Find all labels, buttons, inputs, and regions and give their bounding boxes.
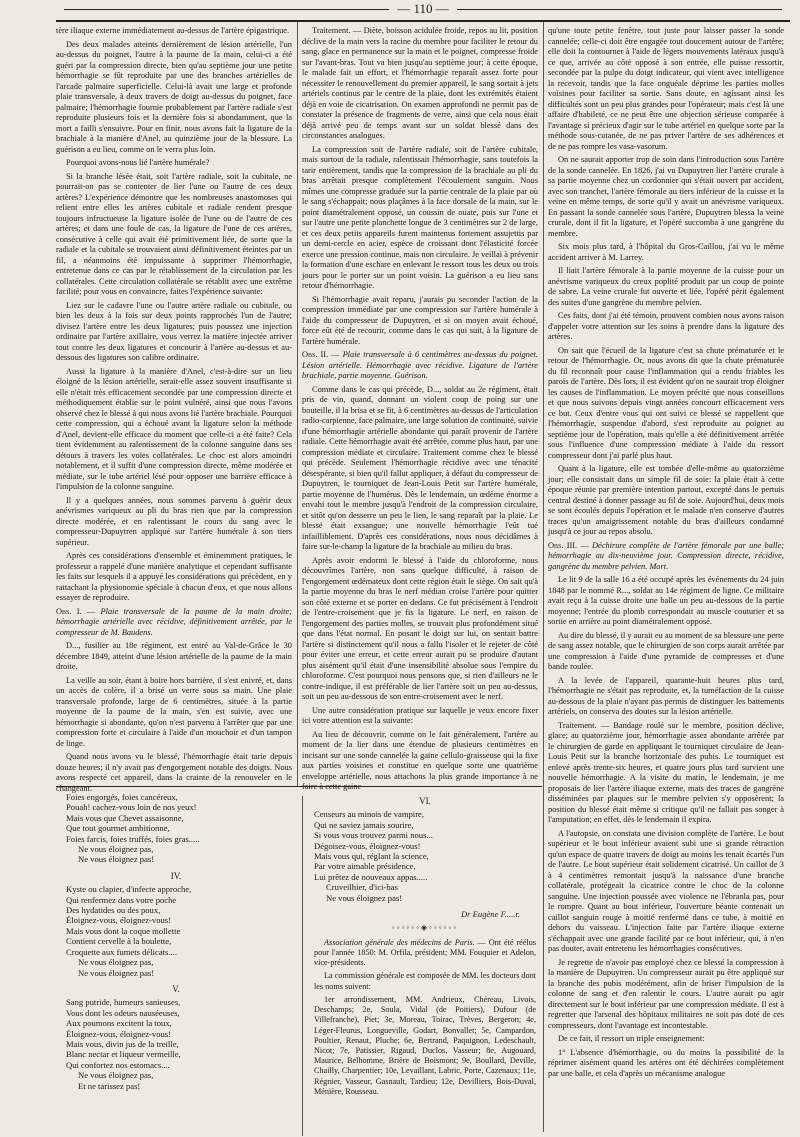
observation-label: Obs. I. — (56, 606, 96, 616)
poem-line: Foies engorgés, foies cancéreux, (66, 792, 178, 802)
poem-line: Qui renfermez dans votre poche (66, 894, 177, 905)
paragraph: Une autre considération pratique sur laquelle je veux encore fixer ici votre attention est la suivante: (302, 705, 538, 725)
paragraph: Après ces considérations d'ensemble et éminemment pratiques, le professeur a rappelé d'une manière analytique et cependant suffisante les faits sur lesquels il a appuyé les considérations qui précèdent, en y rattachant la physionomie spéciale à chacun d'eux, et que nous allons essayer de reproduire. (56, 551, 292, 602)
poem-line: Pouah! cachez-vous loin de nos yeux! (66, 802, 197, 813)
poem-line: Que tout gourmet ambitionne, (66, 823, 170, 834)
page-number: — 110 — (397, 1, 449, 16)
poem-line: Dégoisez-vous, éloignez-vous! (314, 840, 421, 851)
header-rule-left (64, 9, 389, 10)
poem-line: Mais vous, divin jus de la treille, (66, 1038, 179, 1049)
poem-line: Kyste ou clapier, d'infecte approche, (66, 884, 192, 895)
page-header (56, 0, 790, 18)
poem-line: Blanc nectar et liqueur vermeille, (66, 1049, 181, 1060)
paragraph: 1° L'absence d'hémorrhagie, ou du moins la possibilité de la réprimer aisément quand les artères ont été déchirées complètement par une balle, et cela d'après un mécanisme analogue (548, 1047, 784, 1078)
stanza-vi (314, 809, 536, 903)
poem-line: Si vous vous trouvez parmi nous... (314, 830, 433, 841)
paragraph: Pourquoi avons-nous lié l'artère humérale? (66, 158, 210, 167)
poem-line: Qui confortez nos estomacs.... (66, 1059, 170, 1070)
paragraph: Au dire du blessé, il y aurait eu au moment de sa blessure une perte de sang assez notable, que le chirurgien de son corps aurait arrêtée par une compression à l'aide d'une pyramide de compresses et d'une bande roulée. (548, 630, 784, 671)
paragraph: La compression soit de l'artère radiale, soit de l'artère cubitale, mais surtout de la radiale, ralentissait l'hémorrhagie, sans toutefois la tarir entièrement, tandis que la compression de la brachiale au pli du bras arrêtait presque complètement l'écoulement sanguin. Nous mîmes une compresse graduée sur la partie centrale de la plaie par où le sang s'échappait; nous plaçâmes à la face dorsale de la main, sur le point diamétralement opposé, un coussin de ouate, puis sur l'une et sur l'autre une petite planchette longue de 3 centimètres sur 2 de large, et ces deux petits appareils furent maintenus fortement assujettis par un demi-cercle en acier, espèce de croissant dont l'élasticité forcée exerce une pression continue, mais non circulaire. Je veillai à prévenir la formation d'une eschare en enlevant le ressort tous les deux ou trois jours pour le porter sur un point voisin. La guérison a eu lieu sans retour d'hémorrhagie. (302, 144, 538, 290)
paragraph: De ce fait, il ressort un triple enseignement: (558, 1034, 705, 1043)
poem-line: Ne vous éloignez pas, (78, 1070, 154, 1081)
poem-line: Mais vous dont la coque mollette (66, 925, 181, 936)
poem-line: Cruveilhier, d'ici-bas (326, 882, 398, 893)
poem-line: Éloignez-vous, éloignez-vous! (66, 1028, 172, 1039)
poem-line: Par votre aimable présidence, (314, 861, 416, 872)
paragraph: Si la branche lésée était, soit l'artère radiale, soit la cubitale, ne pourrait-on pas se contenter de lier l'une ou l'autre de ces deux artères? L'expérience démontre que les nombreuses anastomoses qui relient entre elles les artères cubitale et radiale rendent presque toujours infructueuse la ligature isolée de l'une ou de l'autre de ces artères; et dans une foule de cas, la ligature de l'une de ces artères, consécutive à celle qui avait été primitivement liée, de sorte que la radiale et la cubitale se trouvaient ainsi définitivement éteintes par un fil, a néanmoins été impuissante à supprimer l'hémorrhagie, entretenue dans ce cas par le rétablissement de la circulation par les collatérales. Cette circulation collatérale se rétablit avec une extrême facilité; pour vous en convaincre, faites l'expérience suivante: (56, 171, 292, 296)
observation-heading (56, 607, 292, 639)
poem-line: Qui ne saviez jamais sourire, (314, 819, 414, 830)
column-3 (548, 26, 784, 1131)
stanza-numeral: VI. (419, 796, 431, 806)
poem-line: Ne vous éloignez pas! (78, 854, 155, 865)
paragraph: Six mois plus tard, à l'hôpital du Gros-Caillou, j'ai vu le même accident arriver à M. Larrey. (548, 242, 784, 262)
paragraph: On ne saurait apporter trop de soin dans l'introduction sous l'artère de la sonde cannelée. En 1826, j'ai vu Dupuytren lier l'artère crurale à sa partie moyenne chez un cordonnier qui s'était ouvert par accident, avec son tranchet, l'artère fémorale au tiers inférieur de la cuisse et la veine en même temps, de sorte qu'il y avait un anévrisme variqueux. En passant la sonde cannelée sous l'artère, Dupuytren blessa la veine crurale, dont il fit la ligature, et l'opéré succomba à une gangrène du membre. (548, 155, 784, 238)
paragraph: Le lit 9 de la salle 16 a été occupé après les événements du 24 juin 1848 par le nommé R..., soldat au 14e régiment de ligne. Ce militaire avait reçu à la cuisse droite une balle un peu au-dessous de la partie moyenne; l'entrée du plomb correspondait au muscle couturier et sa sortie en arrière au point diamétralement opposé. (548, 575, 784, 626)
paragraph: qu'une toute petite fenêtre, tout juste pour laisser passer la sonde cannelée; celle-ci doit être engagée tout doucement autour de l'artère; elle doit la contourner à l'aide de légers mouvements latéraux jusqu'à ce que, arrivée au côté opposé à son entrée, elle puisse ressortir, secondée par la pulpe du doigt indicateur, qui vient avec intelligence la recevoir, tandis que la face onguéale déprime les parties molles voisines pour faciliter sa sortie. Sans doute, en agissant ainsi les difficultés sont un peu plus grandes pour l'opérateur; mais c'est là une affaire d'habileté, ce ne peut être une objection sérieuse comparée à l'avantage si précieux d'agir sur le tube artériel en quelque sorte par la méthode sous-cutanée, de ne pas priver l'artère de ses adhérences et de ne pas rompre les vasa-vasorum. (548, 26, 784, 151)
column-divider-2 (543, 22, 544, 1132)
poem-signature: Dr Eugène F.....r. (460, 909, 520, 920)
observation-label: Obs. II. — (302, 350, 340, 359)
paragraph: Je regrette de n'avoir pas employé chez ce blessé la compression à la manière de Dupuytren. Un compresseur aurait pu être appliqué sur la branche des pubis modérément, afin de briser l'impulsion de la colonne de sang et d'en ralentir le cours. L'autre aurait pu agir directement sur le bout inférieur par une compression médiate. Il est à regretter que l'arsenal des hôpitaux militaires ne soit pas doté de ces compresseurs, dont l'avantage est incontestable. (548, 957, 784, 1030)
observation-title: Déchirure complète de l'artère fémorale par une balle; hémorrhagie au dix-neuvième jour. Compression directe, récidive, gangrène du membre pelvien. Mort. (548, 540, 784, 571)
stanza-iii (66, 792, 286, 865)
paragraph: 1er arrondissement, MM. Andrieux, Chéreau, Livois, Deschamps; 2e, Soula, Vidal (de Poitiers), Dufour (de Villefranche), Piet; 3e, Moreau, Toirac, Trèves, Bergeron; 4e, Léger-Fleurus, Longueville, Godart, Bonvallet; 5e, Campardon, Poultier, Renaut, Pluche; 6e, Bertrand, Paquignon, Ledeschault, Nicot; 7e, Patissier, Rigaud, Duclos, Vasseur; 8e, Augouard, Maurice, Belhomme, Brière de Boismont; 9e, Boullard, Deville, Chailly, Charpentier; 10e, Levaillant, Labric, Porte, Cazenaux; 11e, Régnier, Vasseur, Gasnault, Tardieu; 12e, Devilliers, Bois-Duval, Ménière, Rousseau. (314, 994, 536, 1096)
paragraph: Aussi la ligature à la manière d'Anel, c'est-à-dire sur un lieu éloigné de la lésion artérielle, serait-elle assez souvent insuffisante si elle n'était très efficacement secondée par une compression directe et méthodiquement établie sur le point vulnéré, ainsi que nous l'avons observé chez le blessé à qui nous avons lié l'artère brachiale. Pourquoi cette compression, qui a échoué avant la ligature selon la méthode d'Anel, devient-elle efficace du moment que celle-ci a été faite? Cela tient évidemment au ralentissement de la colonne sanguine dans ses détours à travers les voies collatérales. Le choc est alors amoindri notablement, et il suffit d'une compression directe, même modérée et médiate, sur le tube artériel lésé pour opposer une barrière efficace à l'impulsion de la colonne sanguine. (56, 366, 292, 491)
feuilleton (56, 792, 536, 1137)
paragraph: Traitement. — Diète, boisson acidulée froide, repos au lit, position déclive de la main vers la racine du membre pour faciliter le retour du sang, glace en permanence sur la main et le poignet, compresse froide sur l'avant-bras. Tout va bien jusqu'au septième jour; à cette époque, le malade fait un effort, et l'hémorrhagie reparaît assez forte pour nécessiter le renouvellement du premier appareil, le sang sortait à jets artériels continus par le centre de la plaie, dont les extrémités étaient déjà en voie de cicatrisation. On examen approfondi ne permit pas de constater la présence de fragments de verre, ainsi que cela nous était déjà arrivé peu de temps avant sur un soldat blessé dans des circonstances analogues. (302, 26, 538, 140)
association-title: Association générale des médecins de Paris. (324, 937, 475, 947)
observation-label: Obs. III. — (548, 540, 589, 550)
poem-line: Croquette aux fumets délicats.... (66, 946, 177, 957)
observation-heading (302, 350, 538, 382)
poem-line: Mais vous que Chevet assaisonne, (66, 812, 184, 823)
newspaper-page (56, 0, 790, 1137)
paragraph: Il liait l'artère fémorale à la partie moyenne de la cuisse pour un anévrisme variqueux du creux poplité produit par un coup de pointe de sabre. La veine crurale fut ouverte et liée, l'opéré périt également des suites d'une gangrène du membre pelvien. (548, 266, 784, 307)
header-rule-right (457, 9, 782, 10)
poem-right (314, 792, 536, 1100)
poem-line: Mais vous qui, réglant la science, (314, 851, 429, 862)
poem-line: Contient cervelle à la boulette, (66, 936, 172, 947)
poem-line: Ne vous éloignez pas, (78, 957, 154, 968)
paragraph: Liez sur le cadavre l'une ou l'autre artère radiale ou cubitale, ou bien les deux à la fois sur deux points rapprochés l'un de l'autre; divisez l'artère entre les deux ligatures; puis poussez une injection ordinaire par l'artère axillaire, vous verrez la matière injectée arriver tout contre les deux ligatures et concourir à l'artère au-dessus et au-dessous des ligatures son calibre ordinaire. (56, 300, 292, 362)
association-intro (314, 938, 536, 969)
poem-line: Foies farcis, foies truffés, foies gras..... (66, 833, 200, 844)
paragraph: La veille au soir, étant à boire hors barrière, il s'est enivré, et, dans un accès de colère, il a brisé un verre sous sa main. Une plaie transversale profonde, large de 6 centimètres, située à la partie moyenne de la paume de la main, s'en est suivie, avec une hémorrhagie si abondante, qu'on n'est parvenu à l'arrêter que par une compression forte et circulaire à l'aide d'un mouchoir et d'un tampon de linge. (56, 675, 292, 748)
paragraph: Si l'hémorrhagie avait reparu, j'aurais pu seconder l'action de la compression immédiate par une compression sur l'artère humérale à l'aide du compresseur de Dupuytren, et si on moyen avait échoué, force eût été de recourir, comme dans le cas qui suit, à la ligature de l'artère humérale. (302, 294, 538, 346)
column-2 (302, 26, 538, 791)
paragraph: Après avoir endormi le blessé à l'aide du chloroforme, nous découvrîmes l'artère, non sans quelque difficulté, à raison de l'engorgement œdémateux dont cette région était le siège. On sait qu'à la partie moyenne du bras le nerf médian croise l'artère pour quitter son côté externe et se porter en dedans. Ce fut précisément à l'endroit de l'entre-croisement que je fis la ligature. Le nerf, en raison de l'engorgement des parties molles, se trouvait plus profondément situé que dans l'état normal. En posant le doigt sur lui, on sentait battre l'artère si distinctement qu'il nous a fallu l'isoler et le rejeter de côté pour éviter une erreur, et cette erreur aurait pu se produire d'autant plus aisément qu'il était d'une insensibilité absolue sous l'empire du chloroforme. C'est pourquoi nous pensons que, si rien d'ailleurs ne le contre-indique, il est préférable de lier l'artère soit un peu au-dessus, soit un peu au-dessous de son entre-croisement avec le nerf. (302, 555, 538, 701)
observation-title: Plaie transversale à 6 centimètres au-dessus du poignet. Lésion artérielle. Hémorrhagie avec récidive. Ligature de l'artère brachiale, partie moyenne. Guérison. (302, 350, 538, 380)
ornament-divider: ◦◦◦◦◦◦◈◦◦◦◦◦◦ (391, 923, 459, 933)
paragraph: D..., fusilier au 18e régiment, est entré au Val-de-Grâce le 30 décembre 1849, atteint d'une lésion artérielle de la paume de la main droite. (56, 641, 292, 671)
column-divider-1 (297, 22, 298, 787)
poem-line: Aux poumons excitent la toux, (66, 1018, 172, 1029)
header-divider (56, 20, 790, 22)
feuilleton-divider (56, 786, 542, 787)
poem-line: Lui prêtez de nouveaux appas..... (314, 871, 428, 882)
feuilleton-column-divider (302, 796, 303, 1136)
paragraph: A l'autopsie, on constata une division complète de l'artère. Le bout supérieur et le bout inférieur avaient subi une si grande rétraction qu'un espace de quatre travers de doigt au moins les tenait écartés l'un de l'autre. Le bout supérieur était solidement cicatrisé. Un caillot de 3 à 4 centimètres remontait jusqu'à la naissance d'une branche collatérale, protégeait la cicatrice contre le choc de la colonne sanguine. Une injection poussée avec violence ne l'ébranla pas, pour le rompre. Quant au bout inférieur, l'ouverture béante contenait un caillot sanguin rouge à moitié renfermé dans ce tube, à moitié en dehors du vaisseau. L'injection faite par l'artère iliaque externe s'échappait avec une grande facilité par ce bout inférieur, qui, à n'en pas douter, avait entretenu les hémorrhagies consécutives. (548, 828, 784, 953)
poem-line: Des hydatides ou des poux, (66, 905, 161, 916)
stanza-v (66, 997, 286, 1091)
paragraph: Quant à la ligature, elle est tombée d'elle-même au quatorzième jour; elle consistait dans un simple fil de soie: la plaie était à cette époque réunie par première intention partout, excepté dans le pertuis central destiné à donner passage au fil de soie. Aujourd'hui, deux mois se sont écoulés depuis l'opération et le malade n'en conserve d'autres traces qu'un amaigrissement notable du bras d'ailleurs condamné jusqu'à ce jour au repos absolu. (548, 464, 784, 536)
paragraph: Au lieu de découvrir, comme on le fait généralement, l'artère au moment de la lier dans une étendue de plusieurs centimètres en incisant sur une sonde cannelée la gaine cellulo-graisseuse qui la fixe aux parties voisines et constitue en quelque sorte une quatrième enveloppe artérielle, nous attachons la plus grande importance à ne faire à cette gaine (302, 729, 538, 791)
poem-line: Éloignez-vous, éloignez-vous! (66, 915, 172, 926)
poem-line: Vous dont les odeurs nauséeuses, (66, 1007, 180, 1018)
stanza-numeral: IV. (170, 870, 182, 881)
observation-title: Plaie transversale de la paume de la main droite; hémorrhagie artérielle avec récidive, définitivement arrêtée, par le compresseur de M. Baudens. (56, 606, 293, 637)
paragraph: Quand nous avons vu le blessé, l'hémorrhagie était tarie depuis douze heures; il n'y avait pas d'engorgement notable des doigts. Nous avons respecté cet appareil, dans la crainte de la renouveler en le changeant. (56, 752, 292, 793)
poem-line: Ne vous éloignez pas! (78, 967, 155, 978)
paragraph: Des deux malades atteints dernièrement de lésion artérielle, l'un au-dessus du poignet, l'autre à la paume de la main, celui-ci a été guéri par la compression directe, bien qu'au septième jour une petite hémorrhagie se fût reproduite par une des branches artérielles de l'arcade palmaire superficielle. Celui-là avait une large et profonde plaie transversale, à deux travers de doigt au-dessus du poignet, face palmaire; l'hémorrhagie fournie probablement par l'artère radiale s'est reproduite plusieurs fois et la dernière fois si abondamment, que la mort a failli s'ensuivre. Pour en finir, nous avons fait la ligature de la brachiale à la manière d'Anel, au quinzième jour de la blessure. La guérison a eu lieu, comme on le verra plus loin. (56, 39, 292, 154)
association-notice (314, 938, 536, 1097)
poem-line: Et ne tarissez pas! (78, 1080, 141, 1091)
paragraph: A la levée de l'appareil, quarante-huit heures plus tard, l'hémorrhagie ne s'était pas reproduite, et, la tuméfaction de la cuisse au-dessous de la plaie n'ayant pas permis de distinguer les battements artériels, on conserva des doutes sur la lésion artérielle. (548, 675, 784, 716)
paragraph: La commission générale est composée de MM. les docteurs dont les noms suivent: (314, 971, 536, 991)
observation-heading (548, 541, 784, 573)
poem-line: Ne vous éloignez pas, (78, 844, 154, 855)
column-1 (56, 26, 293, 793)
poem-left (66, 792, 286, 1097)
paragraph: Ces faits, dont j'ai été témoin, prouvent combien nous avons raison d'appeler votre attention sur les soins à prendre dans la ligature des artères. (548, 311, 784, 341)
paragraph: On sait que l'écueil de la ligature c'est sa chute prématurée et le retour de l'hémorrhagie. Or, nous avons dit que la chute prématurée du fil reconnaît pour cause l'inflammation qui a rendu friables les parois de l'artère. Dès lors, il est évident qu'on ne saurait trop éloigner les causes de l'inflammation. Le moyen précité que nous conseillons et que nous suivons depuis vingt années concourt efficacement vers ce but. Ceux d'entre vous qui ont suivi ce blessé se rappellent que l'hémorrhagie, suspendue d'abord, s'est reproduite au poignet au septième jour de l'opération, mais qu'elle a été définitivement arrêtée sous l'influence d'une compression médiate à l'aide du ressort compresseur dont j'ai parlé plus haut. (548, 345, 784, 460)
poem-line: Ne vous éloignez pas! (326, 892, 403, 903)
paragraph: Comme dans le cas qui précède, D..., soldat au 2e régiment, était pris de vin, quand, donnant un violent coup de poing sur une bouteille, il la brisa et se fit, à 6 centimètres au-dessus de l'articulation radio-carpienne, face palmaire, une large solution de continuité, suivie d'une hémorrhagie artérielle abondante qui paraît provenir de l'artère radiale. Cette hémorrhagie avait été arrêtée, comme plus haut, par une compression médiate et circulaire. Traitement comme chez le blessé qui précède. Seulement l'hémorrhagie récidive avec une ténacité désespérante, si bien qu'il fallut appliquer, à défaut du compresseur de Dupuytren, le tourniquet de Jean-Louis Petit sur l'artère humérale, partie moyenne de l'humérus. Dès le lendemain, un œdème énorme a envahi tout le membre jusqu'à l'endroit de la compression circulaire, et sitôt qu'on desserre un peu le lien, le sang reparaît par la plaie. Le blessé était exsangue; une nouvelle hémorrhagie l'eût tué infailliblement. D'après ces considérations, nous nous décidâmes à faire sur-le-champ la ligature de la brachiale au milieu du bras. (302, 384, 538, 551)
paragraph: Il y a quelques années, nous sommes parvenu à guérir deux anévrismes variqueux au pli du bras rien que par la compression directe modérée, et en ralentissant le cours du sang avec le compresseur-Dupuytren appliqué sur l'artère humérale à son tiers supérieur. (56, 495, 292, 547)
association-intro-text: — Ont été réélus pour l'année 1850: M. Orfila, président; MM. Fouquier et Adelon, vice-présidents. (314, 937, 537, 968)
poem-line: Censeurs au minois de vampire, (314, 809, 425, 820)
paragraph: Traitement. — Bandage roulé sur le membre, position déclive, glace; au quatorzième jour, hémorrhagie assez abondante arrêtée par le chirurgien de garde en appliquant le tourniquet circulaire de Jean-Louis Petit sur la branche horizontale des pubis. Le tourniquet est enlevé après trente-six heures, et quatre jours plus tard survient une nouvelle hémorrhagie. A la visite du matin, le lendemain, je me proposais de lier l'artère iliaque externe, mais des traces de gangrène disséminées par plaques sur le membre pelvien s'y opposèrent; la position du blessé était même si critique qu'il ne fallait pas songer à l'amputation; en effet, dès le lendemain il expira. (548, 720, 784, 824)
stanza-numeral: V. (172, 983, 180, 994)
stanza-iv (66, 884, 286, 978)
poem-line: Sang putride, humeurs sanieuses, (66, 997, 181, 1008)
paragraph: tère iliaque externe immédiatement au-dessus de l'artère épigastrique. (56, 26, 290, 35)
